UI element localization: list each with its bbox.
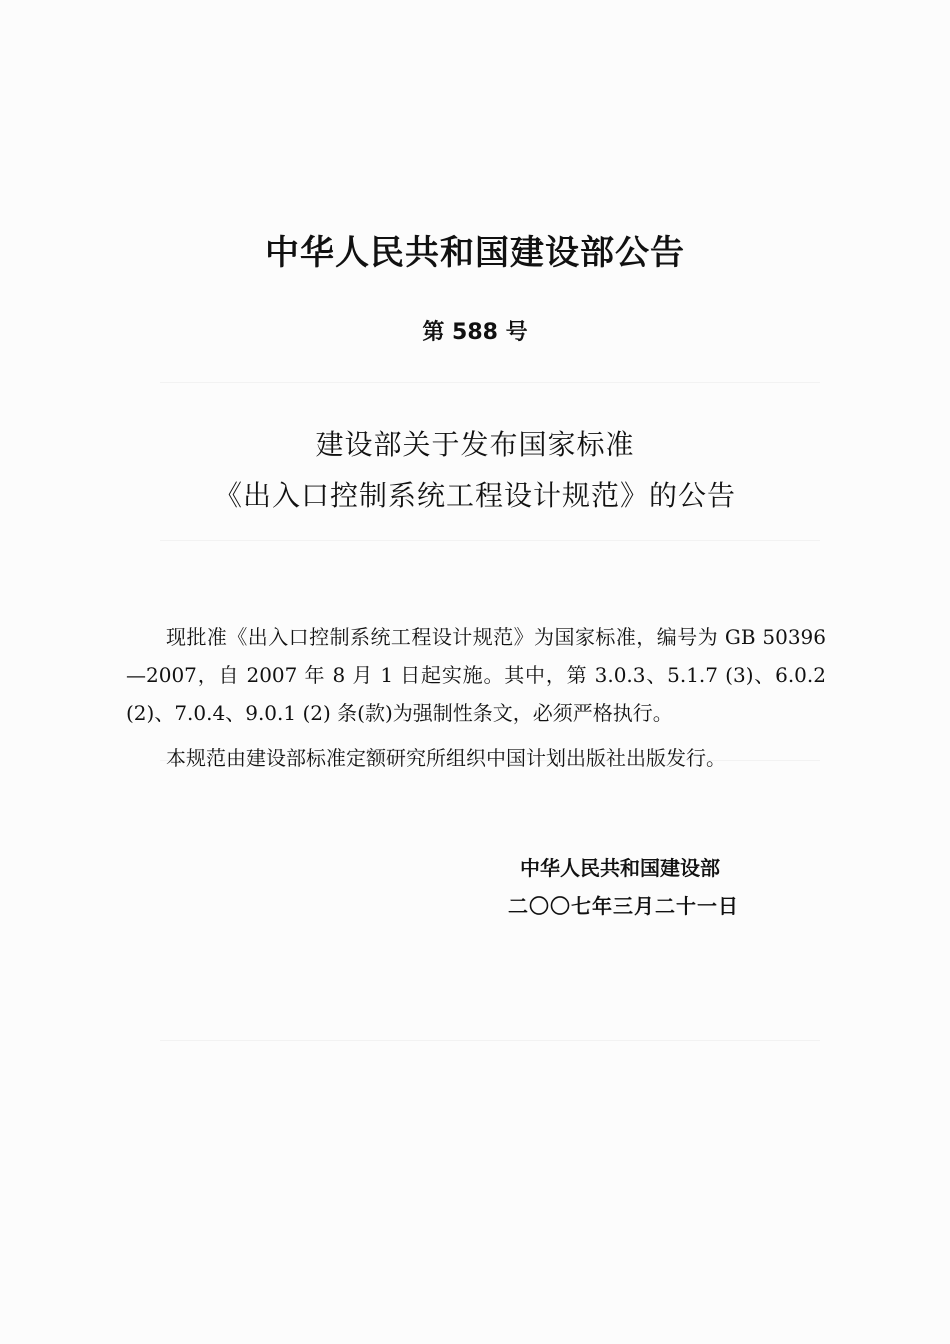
subtitle-line-2: 《出入口控制系统工程设计规范》的公告 bbox=[213, 479, 736, 512]
announcement-title: 中华人民共和国建设部公告 bbox=[265, 233, 685, 273]
body-paragraph-approval: 现批准《出入口控制系统工程设计规范》为国家标准，编号为 GB 50396—2007，自 2007 年 8 月 1 日起实施。其中，第 3.0.3、5.1.7 (3)、6.0.2 (2)、7.0.4、9.0.1 (2) 条(款)为强制性条文，必须严格执行。 bbox=[126, 625, 826, 725]
subtitle-line-1: 建设部关于发布国家标准 bbox=[315, 428, 635, 461]
announcement-number: 第 588 号 bbox=[422, 320, 528, 345]
bleed-line bbox=[160, 382, 820, 383]
signature-organization: 中华人民共和国建设部 bbox=[520, 856, 720, 880]
signature-date: 二〇〇七年三月二十一日 bbox=[508, 894, 739, 918]
body-paragraph-publication: 本规范由建设部标准定额研究所组织中国计划出版社出版发行。 bbox=[166, 746, 726, 770]
bleed-line bbox=[160, 1040, 820, 1041]
bleed-line bbox=[160, 540, 820, 541]
